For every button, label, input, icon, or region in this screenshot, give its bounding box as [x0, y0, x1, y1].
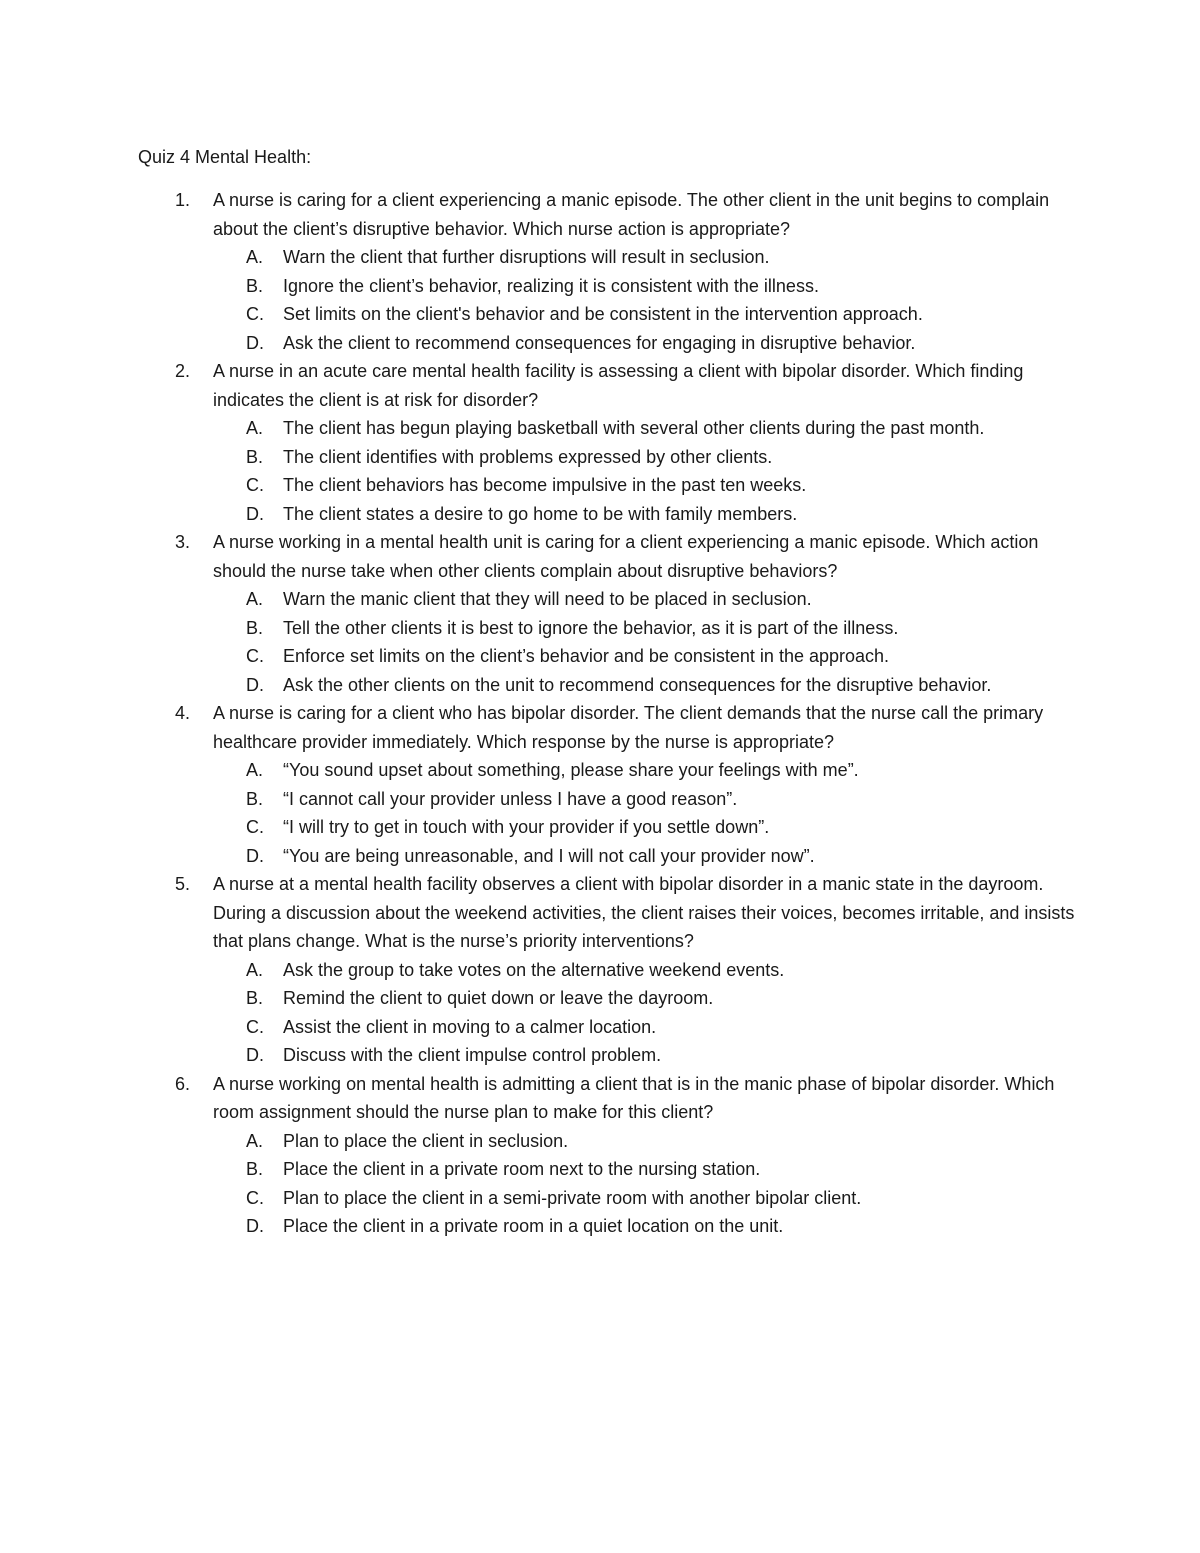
option-text: Enforce set limits on the client’s behavior and be consistent in the approach. — [283, 646, 890, 666]
option-list — [213, 956, 1078, 1070]
question-item — [138, 186, 1078, 357]
answer-option — [213, 500, 1078, 529]
answer-option — [213, 414, 1078, 443]
question-number: 2. — [175, 361, 191, 381]
answer-option — [213, 842, 1078, 871]
option-letter: D. — [246, 674, 264, 695]
option-letter: B. — [246, 275, 264, 296]
answer-option — [213, 1212, 1078, 1241]
question-text: A nurse at a mental health facility observes a client with bipolar disorder in a manic state in the dayroom. During a discussion about the weekend activities, the client raises their voices, becomes irritable, and insists that plans change. What is the nurse’s priority interventions? — [213, 874, 1075, 951]
answer-option — [213, 1041, 1078, 1070]
option-text: Discuss with the client impulse control problem. — [283, 1045, 662, 1065]
answer-option — [213, 1127, 1078, 1156]
option-letter: A. — [246, 247, 264, 267]
option-text: Plan to place the client in a semi-private room with another bipolar client. — [283, 1187, 862, 1208]
question-item — [138, 1070, 1078, 1241]
question-number: 3. — [175, 532, 191, 552]
question-item — [138, 357, 1078, 528]
question-number: 1. — [175, 190, 191, 210]
answer-option — [213, 956, 1078, 985]
option-letter: D. — [246, 845, 264, 866]
option-text: Ask the group to take votes on the alternative weekend events. — [283, 959, 785, 980]
option-letter: D. — [246, 332, 264, 353]
option-list — [213, 1127, 1078, 1241]
answer-option — [213, 984, 1078, 1013]
option-text: The client has begun playing basketball with several other clients during the past month. — [283, 418, 985, 438]
option-text: “I cannot call your provider unless I have a good reason”. — [283, 788, 738, 809]
question-text: A nurse is caring for a client experiencing a manic episode. The other client in the unit begins to complain about the client’s disruptive behavior. Which nurse action is appropriate? — [213, 190, 1050, 239]
option-list — [213, 756, 1078, 870]
option-text: Tell the other clients it is best to ignore the behavior, as it is part of the illness. — [283, 617, 899, 638]
option-letter: B. — [246, 446, 264, 467]
answer-option — [213, 642, 1078, 671]
question-item — [138, 870, 1078, 1070]
option-text: Place the client in a private room next to the nursing station. — [283, 1159, 761, 1179]
answer-option — [213, 471, 1078, 500]
option-letter: D. — [246, 503, 264, 524]
option-letter: B. — [246, 1159, 264, 1179]
answer-option — [213, 272, 1078, 301]
option-text: Warn the manic client that they will need to be placed in seclusion. — [283, 589, 812, 609]
answer-option — [213, 329, 1078, 358]
answer-option — [213, 614, 1078, 643]
option-text: The client states a desire to go home to be with family members. — [283, 503, 798, 524]
answer-option — [213, 756, 1078, 785]
answer-option — [213, 443, 1078, 472]
option-text: The client identifies with problems expressed by other clients. — [283, 446, 773, 467]
option-text: Place the client in a private room in a quiet location on the unit. — [283, 1216, 784, 1236]
option-list — [213, 243, 1078, 357]
answer-option — [213, 1013, 1078, 1042]
question-number: 6. — [175, 1073, 191, 1094]
question-text: A nurse working on mental health is admitting a client that is in the manic phase of bipolar disorder. Which room assignment should the nurse plan to make for this client? — [213, 1073, 1055, 1122]
option-letter: C. — [246, 817, 264, 837]
question-text: A nurse is caring for a client who has bipolar disorder. The client demands that the nurse call the primary healthcare provider immediately. Which response by the nurse is appropriate? — [213, 703, 1044, 752]
answer-option — [213, 1155, 1078, 1184]
answer-option — [213, 585, 1078, 614]
question-number: 5. — [175, 874, 191, 894]
document-title: Quiz 4 Mental Health: — [138, 147, 312, 167]
option-letter: C. — [246, 646, 264, 666]
option-list — [213, 585, 1078, 699]
option-letter: D. — [246, 1045, 264, 1065]
option-text: “You sound upset about something, please share your feelings with me”. — [283, 760, 859, 780]
option-text: Ask the other clients on the unit to recommend consequences for the disruptive behavior. — [283, 674, 992, 695]
question-item — [138, 528, 1078, 699]
option-letter: C. — [246, 475, 264, 495]
option-letter: C. — [246, 1016, 264, 1037]
option-letter: B. — [246, 617, 264, 638]
option-text: Remind the client to quiet down or leave the dayroom. — [283, 988, 714, 1008]
answer-option — [213, 300, 1078, 329]
option-text: “You are being unreasonable, and I will not call your provider now”. — [283, 845, 815, 866]
option-letter: C. — [246, 304, 264, 324]
option-list — [213, 414, 1078, 528]
question-number: 4. — [175, 703, 191, 723]
option-letter: C. — [246, 1187, 264, 1208]
answer-option — [213, 813, 1078, 842]
answer-option — [213, 785, 1078, 814]
option-letter: A. — [246, 1130, 264, 1151]
answer-option — [213, 1184, 1078, 1213]
option-letter: B. — [246, 788, 264, 809]
option-letter: A. — [246, 418, 264, 438]
answer-option — [213, 243, 1078, 272]
option-text: “I will try to get in touch with your provider if you settle down”. — [283, 817, 770, 837]
question-list — [138, 186, 1078, 1241]
option-text: Warn the client that further disruptions will result in seclusion. — [283, 247, 770, 267]
option-letter: A. — [246, 760, 264, 780]
option-text: Assist the client in moving to a calmer location. — [283, 1016, 657, 1037]
option-letter: D. — [246, 1216, 264, 1236]
option-text: The client behaviors has become impulsive in the past ten weeks. — [283, 475, 807, 495]
option-letter: A. — [246, 589, 264, 609]
question-text: A nurse working in a mental health unit is caring for a client experiencing a manic episode. Which action should the nurse take when other clients complain about disruptive behaviors? — [213, 532, 1039, 581]
option-text: Ask the client to recommend consequences for engaging in disruptive behavior. — [283, 332, 916, 353]
option-letter: B. — [246, 988, 264, 1008]
answer-option — [213, 671, 1078, 700]
question-item — [138, 699, 1078, 870]
question-text: A nurse in an acute care mental health facility is assessing a client with bipolar disorder. Which finding indicates the client is at risk for disorder? — [213, 361, 1024, 410]
option-text: Plan to place the client in seclusion. — [283, 1130, 569, 1151]
option-text: Set limits on the client's behavior and be consistent in the intervention approach. — [283, 304, 923, 324]
option-text: Ignore the client’s behavior, realizing it is consistent with the illness. — [283, 275, 819, 296]
option-letter: A. — [246, 959, 264, 980]
